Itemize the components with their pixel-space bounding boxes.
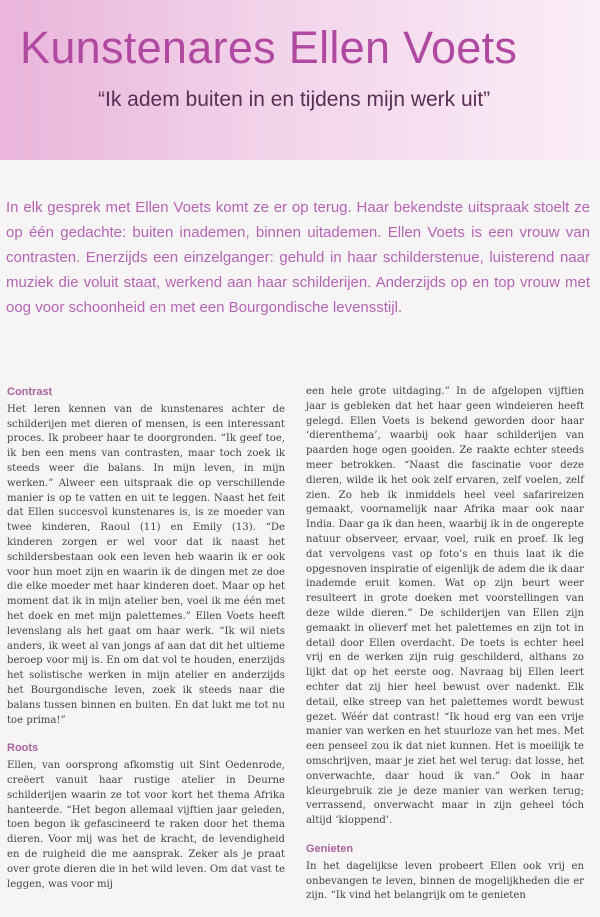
section-heading-contrast: Contrast	[7, 386, 53, 398]
section-heading-genieten: Genieten	[306, 842, 354, 855]
page-subtitle-quote: “Ik adem buiten in en tijdens mijn werk uit”	[98, 88, 491, 111]
continued-paragraph: een hele grote uitdaging.” In de afgelopen vijftien jaar is gebleken dat het haar geen windeieren heeft gelegd. Ellen Voets is bekend geworden door haar ‘dierenthema’, waarbij ook haar schilderijen van paarden hoge ogen gooiden. Ze raakte echter steeds meer betrokken. “Naast die fascinatie voor deze dieren, wilde ik het ook zelf ervaren, zelf voelen, zelf zien. Zo heb ik inmiddels heel veel safarireizen gemaakt, voornamelijk naar Afrika maar ook naar India. Daar ga ik dan heen, waarbij ik in de ongerepte natuur observeer, ervaar, voel, ruik en proef. Ik leg dat vervolgens vast op foto’s en thuis laat ik die opgesnoven inspiratie of eigenlijk de adem die ik daar inademde eruit komen. Wat op zijn beurt weer resulteert in grote doeken met voorstellingen van deze wilde dieren.” De schilderijen van Ellen zijn gemaakt in olieverf met het palettemes en zijn tot in detail door Ellen overdacht. De toets is echter heel vrij en de werken zijn ruig geschilderd, althans zo lijkt dat op het eerste oog. Navraag bij Ellen leert echter dat zij hier heel bewust over nadenkt. Elk detail, elke streep van het palettemes wordt bewust gezet. Wéér dat contrast! “Ik houd erg van een vrije manier van werken en het stuurloze van het mes. Met een penseel zou ik dat niet kunnen. Het is moeilijk te omschrijven, maar je ziet het wel terug: dat losse, het onverwachte, daar houd ik van.” Ook in haar kleurgebruik zie je deze manier van werken terug; verrassend, onverwacht maar in zijn geheel tóch altijd ‘kloppend’.	[306, 386, 584, 827]
header-banner	[0, 0, 600, 160]
contrast-paragraph: Het leren kennen van de kunstenares achter de schilderijen met dieren of mensen, is een interessant proces. Ik probeer haar te doorgronden. “Ik geef toe, ik ben een mens van contrasten, maar toch zoek ik steeds weer die balans. In mijn leven, in mijn werken.” Alweer een uitspraak die op verschillende manier is op te vatten en uit te leggen. Naast het feit dat Ellen succesvol kunstenares is, is ze moeder van twee kinderen, Raoul (11) en Emily (13). “De kinderen zorgen er wel voor dat ik naast het schildersbestaan ook een leven heb waarin ik er ook voor hun moet zijn en waarin ik de dingen met ze doe die elke moeder met haar kinderen doet. Maar op het moment dat ik in mijn atelier ben, voel ik me één met het doek en met mijn palettemes.” Ellen Voets heeft levenslang als het gaat om haar werk. “Ik wil niets anders, ik weet al van jongs af aan dat dit het ultieme beroep voor mij is. En om dat vol te houden, enerzijds het solistische werken in mijn atelier en anderzijds het Bourgondische leven, zoek ik steeds naar die balans tussen binnen en buiten. En dat lukt me tot nu toe prima!”	[7, 403, 285, 726]
page-title: Kunstenares Ellen Voets	[20, 22, 518, 73]
section-heading-roots: Roots	[7, 742, 39, 755]
genieten-paragraph: In het dagelijkse leven probeert Ellen ook vrij en onbevangen te leven, binnen de mogelijkheden die er zijn. “Ik vind het belangrijk om te genieten	[306, 860, 584, 902]
left-column	[7, 385, 285, 905]
roots-paragraph: Ellen, van oorsprong afkomstig uit Sint Oedenrode, creëert vanuit haar rustige atelier in Deurne schilderijen waarin ze tot voor kort het thema Afrika hanteerde. “Het begon allemaal vijftien jaar geleden, toen begon ik gefascineerd te raken door het thema dieren. Voor mij was het de kracht, de levendigheid en de ruigheid die me aansprak. Zeker als je praat over grote dieren die in het wild leven. Om dat vast te leggen, was voor mij	[7, 760, 285, 890]
intro-paragraph: In elk gesprek met Ellen Voets komt ze er op terug. Haar bekendste uitspraak stoelt ze op één gedachte: buiten inademen, binnen uitademen. Ellen Voets is een vrouw van contrasten. Enerzijds een einzelganger: gehuld in haar schilderstenue, luisterend naar muziek die voluit staat, werkend aan haar schilderijen. Anderzijds op en top vrouw met oog voor schoonheid en met een Bourgondische levensstijl.	[6, 199, 590, 316]
right-column	[306, 385, 584, 917]
